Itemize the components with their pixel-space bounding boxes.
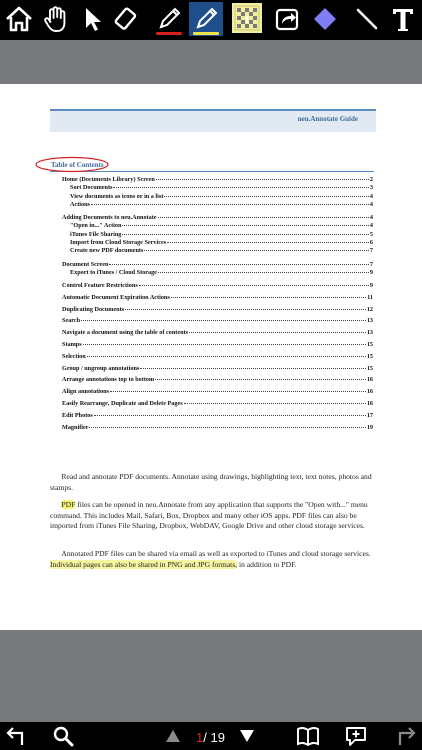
bookmarks-book-icon [296, 725, 320, 747]
toc-entry[interactable] [70, 201, 373, 208]
toc-entry-title: Sort Documents [70, 184, 113, 192]
svg-text:t: t [244, 11, 250, 26]
toc-entry[interactable] [62, 294, 373, 301]
prev-page-icon [163, 726, 183, 746]
toc-entry-title: Actions [70, 200, 90, 208]
next-page-icon [237, 726, 257, 746]
back-arrow-icon [4, 725, 26, 747]
toc-entry[interactable] [62, 341, 373, 348]
highlighter-color-indicator [193, 32, 219, 35]
redo-button[interactable] [394, 724, 420, 748]
toc-entry-page: 15 [366, 341, 373, 348]
line-tool-button[interactable] [350, 2, 384, 36]
diamond-icon [310, 4, 340, 34]
toc-entry[interactable] [62, 376, 373, 383]
toc-entry-title: iTunes File Sharing [70, 230, 122, 238]
toc-entry[interactable] [62, 388, 373, 395]
pencil-button[interactable] [152, 2, 186, 36]
toc-leader-dots [144, 250, 369, 251]
toc-leader-dots [171, 297, 366, 298]
toc-entry-title: Arrange annotations top to bottom [62, 376, 155, 384]
highlighter-button[interactable] [189, 2, 223, 36]
add-note-button[interactable] [343, 724, 369, 748]
stamp-button[interactable] [232, 3, 262, 33]
toc-entry[interactable] [70, 247, 373, 254]
pan-hand-button[interactable] [39, 2, 73, 36]
toc-leader-dots [89, 427, 365, 428]
toc-entry-page: 16 [366, 400, 373, 407]
paragraph-intro [50, 472, 376, 493]
toc-entry-title: Create new PDF documents [70, 247, 144, 255]
toc-entry-title: "Open in..." Action [70, 222, 122, 230]
toc-entry[interactable] [62, 261, 373, 268]
toc-entry-title: Duplicating Documents [62, 305, 125, 313]
paragraph-sharing-text-b: in addition to PDF. [237, 559, 297, 569]
toc-leader-dots [81, 320, 366, 321]
toc-leader-dots [122, 225, 369, 226]
toc-entry-page: 3 [369, 184, 373, 192]
pointer-icon [78, 4, 108, 34]
paragraph-intro-text: Read and annotate PDF documents. Annotate using drawings, highlighting text, text notes, photos and stamps. [50, 472, 372, 492]
toc-entry-title: Selection [62, 352, 86, 360]
toc-entry[interactable] [62, 306, 373, 313]
eraser-button[interactable] [112, 2, 146, 36]
search-button[interactable] [50, 724, 76, 748]
highlight-annotation-formats[interactable]: Individual pages can also be shared in PNG and JPG formats, [50, 559, 238, 569]
home-icon [4, 4, 34, 34]
stamp-icon [234, 5, 260, 31]
paragraph-open-with [50, 500, 376, 532]
toc-entry-page: 4 [369, 200, 373, 208]
previous-page-button[interactable] [160, 724, 186, 748]
toc-entry[interactable] [70, 269, 373, 276]
toc-entry-page: 9 [369, 282, 373, 289]
highlight-annotation-pdf[interactable]: PDF [61, 500, 76, 509]
toc-entry-title: Home (Documents Library) Screen [62, 176, 155, 183]
toc-entry[interactable] [62, 214, 373, 221]
toc-entry-title: Control Feature Restrictions [62, 282, 138, 289]
hand-icon [41, 4, 71, 34]
toc-leader-dots [164, 196, 369, 197]
toc-entry-page: 2 [369, 176, 373, 183]
shape-diamond-button[interactable] [308, 2, 342, 36]
red-ink-circle-annotation[interactable] [34, 156, 110, 173]
toc-entry-page: 16 [366, 388, 373, 396]
toc-entry-title: View documents as icons or in a list [70, 192, 164, 200]
toc-entry[interactable] [62, 317, 373, 324]
toc-leader-dots [155, 379, 366, 380]
toc-entry-page: 9 [369, 268, 373, 276]
toc-leader-dots [158, 217, 369, 218]
toc-leader-dots [189, 332, 366, 333]
next-page-button[interactable] [234, 724, 260, 748]
toc-leader-dots [167, 242, 369, 243]
toc-entry-title: Adding Documents to neu.Annotate [62, 214, 157, 222]
toc-leader-dots [83, 344, 366, 345]
toc-leader-dots [110, 391, 366, 392]
toc-entry-page: 7 [369, 247, 373, 255]
toc-entry[interactable] [70, 184, 373, 191]
annotation-toolbar [0, 0, 422, 40]
toc-entry-title: Navigate a document using the table of contents [62, 329, 188, 337]
toc-entry[interactable] [62, 424, 373, 431]
text-tool-button[interactable] [386, 2, 420, 36]
search-icon [52, 725, 74, 747]
page-total: / 19 [203, 730, 225, 745]
toc-entry-page: 16 [366, 376, 373, 384]
toc-leader-dots [122, 234, 369, 235]
toc-entry-page: 15 [366, 352, 373, 360]
toc-entry-title: Edit Photos [62, 411, 93, 419]
share-button[interactable] [270, 2, 304, 36]
toc-entry[interactable] [62, 176, 373, 183]
toc-entry-page: 12 [366, 305, 373, 313]
eraser-icon [114, 4, 144, 34]
toc-leader-dots [184, 403, 366, 404]
toc-leader-dots [158, 272, 369, 273]
toc-entry-page: 6 [369, 239, 373, 246]
toc-entry[interactable] [70, 239, 373, 246]
toc-entry[interactable] [62, 412, 373, 419]
toc-entry-title: Import from Cloud Storage Services [70, 239, 167, 246]
toc-entry[interactable] [70, 193, 373, 200]
header-title: neu.Annotate Guide [297, 115, 358, 123]
back-button[interactable] [2, 724, 28, 748]
toc-entry-page: 4 [369, 222, 373, 230]
toc-entry-page: 19 [366, 423, 373, 431]
paragraph-open-with-text: files can be opened in neu.Annotate from any application that supports the "Open with..." menu command. This includes Mail, Safari, Box, Dropbox and many other iOS apps. PDF files can also be imported from iTunes File Sharing, Dropbox, WebDAV, Google Drive and other cloud storage services. [50, 500, 368, 530]
toc-leader-dots [94, 415, 366, 416]
pencil-icon [154, 4, 184, 34]
toc-entry-page: 4 [369, 214, 373, 222]
share-arrow-icon [272, 4, 302, 34]
toc-entry-page: 7 [369, 260, 373, 268]
toc-entry[interactable] [70, 222, 373, 229]
toc-entry[interactable] [62, 329, 373, 336]
toc-entry-title: Magnifier [62, 423, 89, 431]
current-page: 1 [196, 730, 204, 745]
home-button[interactable] [2, 2, 36, 36]
paragraph-sharing-text-a: Annotated PDF files can be shared via email as well as exported to iTunes and cloud storage services. [61, 549, 371, 558]
toc-entry-title: Document Screen [62, 260, 109, 268]
toc-entry[interactable] [62, 365, 373, 372]
toc-entry-page: 5 [369, 230, 373, 238]
toc-entry-title: Automatic Document Expiration Actions [62, 293, 170, 301]
toc-entry-title: Search [62, 317, 81, 325]
select-pointer-button[interactable] [76, 2, 110, 36]
toc-heading: Table of Contents [51, 161, 104, 169]
text-icon [388, 4, 418, 34]
toc-leader-dots [156, 179, 369, 180]
toc-entry[interactable] [62, 282, 373, 289]
bookmarks-button[interactable] [295, 724, 321, 748]
toc-entry[interactable] [62, 400, 373, 407]
pdf-page[interactable] [0, 84, 422, 630]
highlighter-pen-icon [191, 4, 221, 34]
toc-leader-dots [125, 309, 366, 310]
toc-entry-page: 17 [366, 411, 373, 419]
toc-entry-page: 15 [366, 364, 373, 372]
add-note-icon [344, 725, 368, 747]
toc-entry[interactable] [70, 231, 373, 238]
redo-arrow-icon [396, 725, 418, 747]
toc-entry[interactable] [62, 353, 373, 360]
toc-entry-page: 13 [366, 317, 373, 325]
pencil-color-indicator [156, 32, 182, 35]
line-icon [352, 4, 382, 34]
page-indicator [196, 730, 225, 745]
toc-leader-dots [109, 264, 368, 265]
toc-leader-dots [113, 187, 368, 188]
toc-entry-page: 13 [366, 329, 373, 337]
toc-leader-dots [87, 356, 366, 357]
toc-leader-dots [140, 368, 365, 369]
toc-entry-title: Easily Rearrange, Duplicate and Delete Pages [62, 400, 183, 407]
toc-entry-title: Export to iTunes / Cloud Storage [70, 268, 157, 276]
toc-leader-dots [139, 285, 369, 286]
toc-entry-page: 4 [369, 192, 373, 200]
toc-leader-dots [91, 204, 369, 205]
document-header [50, 109, 376, 132]
toc-entry-page: 11 [367, 293, 373, 301]
paragraph-sharing [50, 549, 376, 570]
toc-entry-title: Align annotations [62, 388, 109, 396]
toc-entry-title: Stamps [62, 341, 82, 348]
toc-entry-title: Group / ungroup annotations [62, 364, 140, 372]
